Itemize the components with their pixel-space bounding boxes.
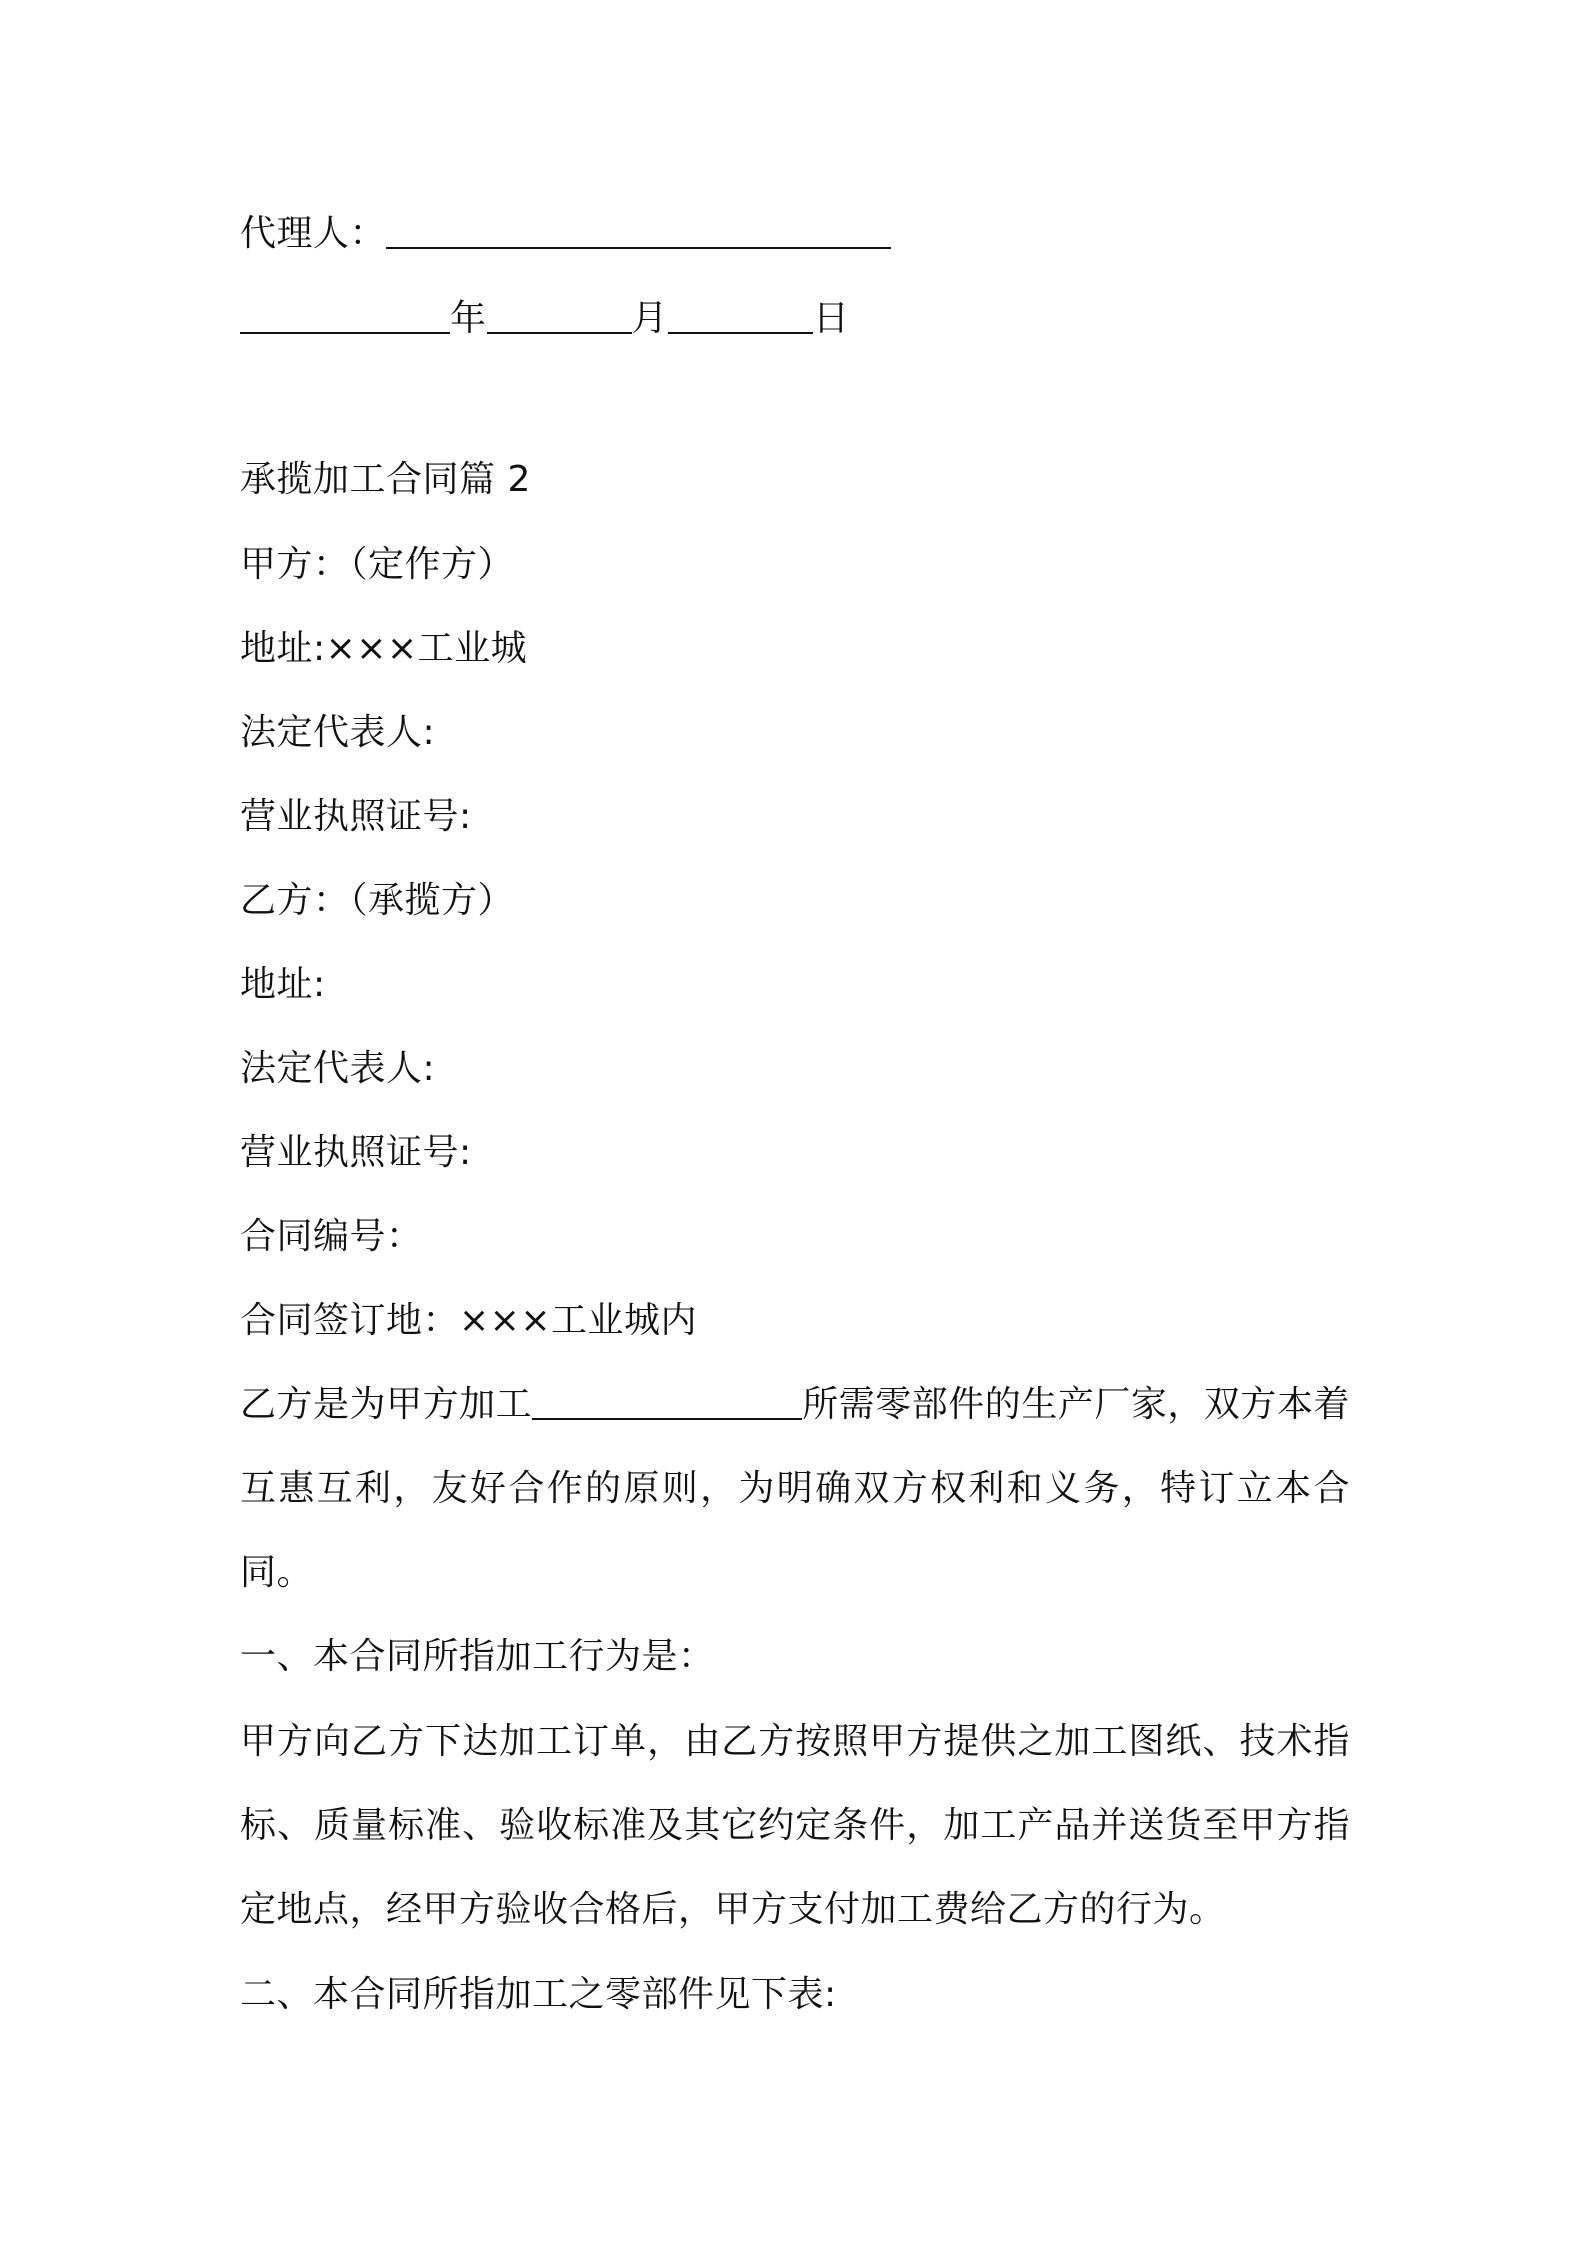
- intro-part2: 所需零部件的生产厂家，双方本着互惠互利，友好合作的原则，为明确双方权利和义务，特订立本合同。: [240, 1384, 1350, 1593]
- contract-number: 合同编号：: [240, 1216, 423, 1257]
- date-line: [240, 290, 850, 344]
- year-label: 年: [450, 298, 487, 339]
- day-blank: [668, 294, 813, 334]
- agent-line: [240, 205, 891, 259]
- clause-1-heading: 一、本合同所指加工行为是：: [240, 1636, 715, 1677]
- month-label: 月: [631, 298, 669, 339]
- year-blank: [240, 294, 450, 334]
- clause-1-body: 甲方向乙方下达加工订单，由乙方按照甲方提供之加工图纸、技术指标、质量标准、验收标准及其它约定条件，加工产品并送货至甲方指定地点，经甲方验收合格后，甲方支付加工费给乙方的行为。: [240, 1721, 1350, 1930]
- party-b-legal-rep: 法定代表人:: [240, 1048, 436, 1089]
- intro-blank: [532, 1380, 802, 1420]
- month-blank: [487, 294, 632, 334]
- party-b-address: 地址:: [240, 964, 326, 1005]
- party-b-license: 营业执照证号:: [240, 1132, 472, 1173]
- section-title: 承揽加工合同篇 2: [240, 459, 531, 500]
- party-a-label: 甲方：（定作方）: [240, 544, 515, 585]
- party-b-label: 乙方：（承揽方）: [240, 880, 515, 921]
- party-a-address: 地址:×××工业城: [240, 628, 528, 669]
- party-a-license: 营业执照证号:: [240, 796, 472, 837]
- intro-paragraph: [240, 1363, 1350, 1615]
- clause-2-heading: 二、本合同所指加工之零部件见下表:: [240, 1974, 837, 2015]
- party-a-legal-rep: 法定代表人:: [240, 712, 436, 753]
- intro-part1: 乙方是为甲方加工: [240, 1384, 533, 1425]
- agent-label: 代理人：: [240, 213, 387, 254]
- day-label: 日: [813, 298, 850, 339]
- agent-blank: [386, 209, 891, 249]
- signing-place: 合同签订地：×××工业城内: [240, 1300, 697, 1341]
